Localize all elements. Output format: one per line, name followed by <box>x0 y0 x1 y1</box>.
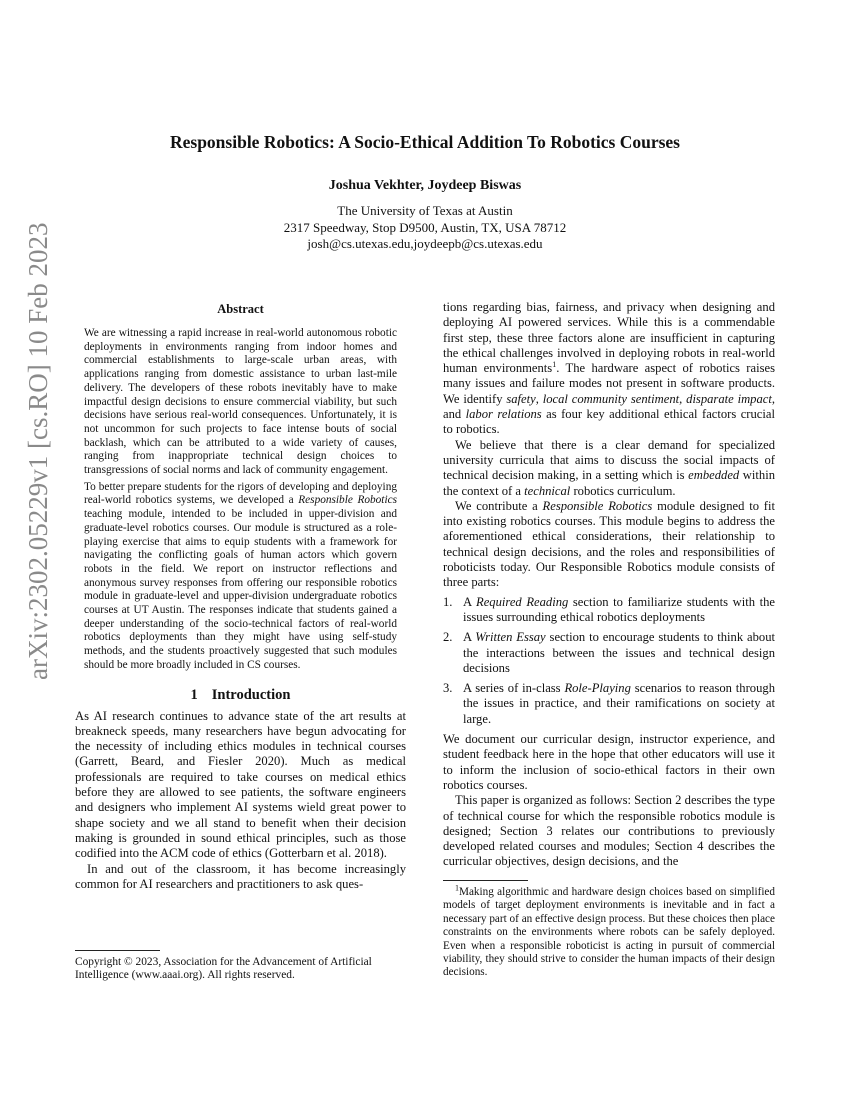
affiliation-block <box>75 203 775 253</box>
intro-paragraph-2: In and out of the classroom, it has become increasingly common for AI researchers and practitioners to ask ques- <box>75 861 406 891</box>
footnote-marker[interactable]: 1 <box>552 360 557 369</box>
arxiv-identifier: arXiv:2302.05229v1 [cs.RO] 10 Feb 2023 <box>23 222 53 680</box>
paper-title: Responsible Robotics: A Socio-Ethical Addition To Robotics Courses <box>169 132 680 152</box>
section-heading-introduction: 1 Introduction <box>190 686 291 703</box>
abstract-body <box>75 327 406 673</box>
list-item: 2. A Written Essay section to encourage students to think about the interactions between the issues and technical design decisions <box>443 630 775 675</box>
list-item: 3. A series of in-class Role-Playing scenarios to reason through the issues in practice, and their ramifications on society at large. <box>443 681 775 726</box>
copyright-text: Copyright © 2023, Association for the Advancement of Artificial Intelligence (www.aaai.org). All rights reserved. <box>75 956 372 982</box>
abstract-heading: Abstract <box>217 302 264 316</box>
right-paragraph-1: tions regarding bias, fairness, and privacy when designing and deploying AI powered services. While this is a commendable first step, these three factors alone are insufficient in capturing the ethical challenges involved in deploying robots in real-world human environments$^1$. The hardware aspect of robotics raises many issues and failure modes not present in software products. We identify safety, local community sentiment, disparate impact, and labor relations as four key additional ethical factors crucial to robotics. <box>443 300 775 437</box>
footnote-rule <box>75 950 160 951</box>
affiliation-address: 2317 Speedway, Stop D9500, Austin, TX, USA 78712 <box>283 219 567 235</box>
right-paragraph-3: We contribute a Responsible Robotics module designed to fit into existing robotics courses. This module begins to address the aforementioned ethical considerations, their relationship to technical design decisions, and the roles and responsibilities of roboticists today. Our Responsible Robotics module consists of three parts: <box>443 498 775 590</box>
right-paragraph-4: We document our curricular design, instructor experience, and student feedback here in the hope that other educators will use it to inform the inclusion of socio-ethical factors in their own robotics courses. <box>443 732 775 792</box>
abstract-paragraph-1: We are witnessing a rapid increase in real-world autonomous robotic deployments in environments ranging from indoor homes and commercial establishments to large-scale urban areas, with applications ranging from domestic assistance to urban last-mile delivery. The developers of these robots inevitably have to make impactful design decisions to ensure commercial viability, but such decisions have serious real-world consequences. Unfortunately, it is not uncommon for such projects to face intense bouts of social backlash, which can be attributed to a wide variety of causes, ranging from inappropriate technical design choices to transgressions of social norms and lack of community engagement. <box>84 327 397 477</box>
right-paragraph-2: We believe that there is a clear demand for specialized university curricula that aims to discuss the social impacts of technical decision making, in a setting which is embedded within the context of a technical robotics curriculum. <box>443 437 775 498</box>
affiliation-emails[interactable]: josh@cs.utexas.edu,joydeepb@cs.utexas.edu <box>307 236 543 251</box>
affiliation-institution: The University of Texas at Austin <box>337 203 513 218</box>
footnote-text: $^1$Making algorithmic and hardware design choices based on simplified models of target deployment environments is inevitable and in fact a necessary part of an effective design process. But these choices then place constraints on the environments where robots can be safely deployed. Even when a responsible roboticist is acting in pursuit of commercial viability, they should strive to consider the human impacts of their design decisions. <box>443 883 775 979</box>
introduction-body <box>75 709 406 893</box>
module-parts-list <box>443 595 775 727</box>
footnote-rule <box>443 880 528 881</box>
abstract-paragraph-2: To better prepare students for the rigors of developing and deploying real-world robotics systems, we developed a Responsible Robotics teaching module, intended to be included in upper-division and graduate-level robotics courses. Our module is structured as a role-playing exercise that aims to equip students with a framework for navigating the conflicting goals of human actors which govern robots in the field. We report on instructor reflections and anonymous survey responses from offering our responsible robotics module in graduate-level and upper-division undergraduate robotics courses at UT Austin. The responses indicate that students gained a deeper understanding of the socio-technical factors of real-world robotics deployments than they might have using self-study methods, and the students proactively suggested that such modules should be more broadly included in CS courses. <box>84 480 397 671</box>
list-item: 1. A Required Reading section to familiarize students with the issues surrounding ethical robotics deployments <box>443 594 775 624</box>
footnote <box>443 880 775 980</box>
paper-authors: Joshua Vekhter, Joydeep Biswas <box>328 178 522 193</box>
intro-paragraph-1: As AI research continues to advance state of the art results at breakneck speeds, many researchers have begun advocating for the necessity of including ethics modules in technical courses (Garrett, Beard, and Fiesler 2020). Much as medical professionals are required to take courses on medical ethics before they are allowed to see patients, the software engineers and designers who implement AI systems wield great power to shape society and we all stand to benefit when their decision making is grounded in sound ethical principles, such as those codified into the ACM code of ethics (Gotterbarn et al. 2018). <box>75 708 406 861</box>
left-column <box>75 302 406 892</box>
copyright-notice <box>75 950 406 983</box>
right-column <box>443 300 775 870</box>
right-paragraph-5: This paper is organized as follows: Section 2 describes the type of technical course for which the responsible robotics module is designed; Section 3 relates our contributions to previously developed related courses and modules; Section 4 describes the curricular objectives, design decisions, and the <box>443 793 775 869</box>
